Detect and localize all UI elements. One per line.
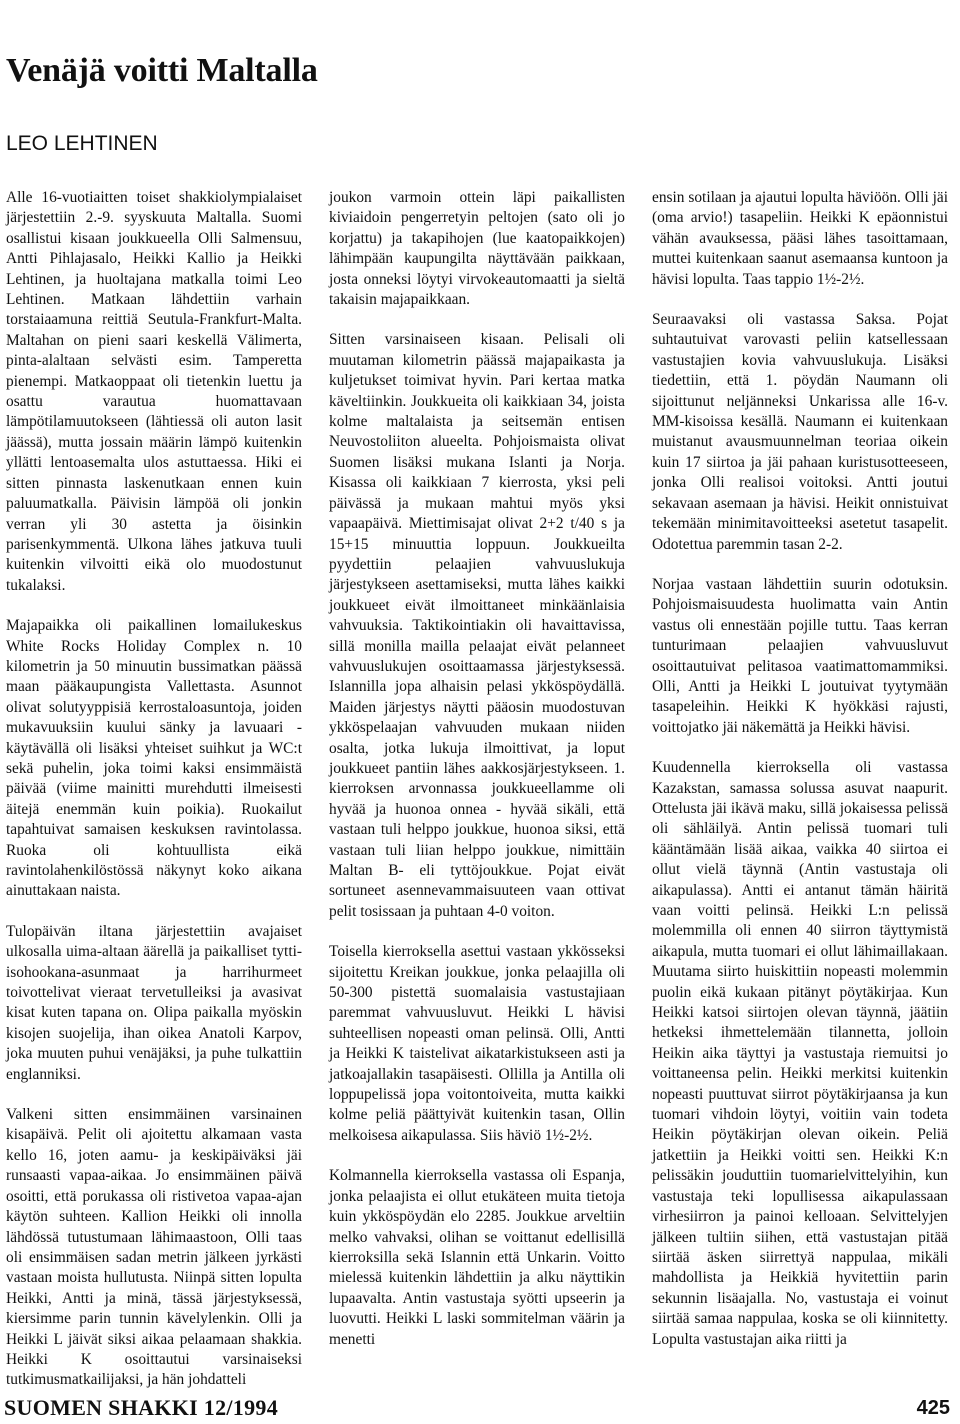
article-title: Venäjä voitti Maltalla	[6, 52, 318, 89]
paragraph: Seuraavaksi oli vastassa Saksa. Pojat suhtautuivat varovasti peliin katsellessaan vastustajien kovia vahvuuslukuja. Lisäksi tiedettiin, että 1. pöydän Naumann oli sijoittunut neljänneksi Unkarissa alle 16-v. MM-kisoissa kesällä. Naumann ei kuitenkaan muistanut avausmuunnelman teoriaa oikein kuin 17 siirtoa ja jäi pahaan kuristusotteeseen, jonka Olli realisoi voitoksi. Antti joutui sekavaan asemaan ja hävisi. Heikit onnistuivat tekemään minimitavoitteeksi asetetut tasapelit. Odotettua paremmin tasan 2-2.	[652, 311, 948, 553]
paragraph: Majapaikka oli paikallinen lomailukeskus White Rocks Holiday Complex n. 10 kilometrin ja 50 minuutin bussimatkan päässä maan pääkaupungista Vallettasta. Asunnot olivat solutyyppisiä kerrostaloasuntoja, joiden mukavuuksiin kuului sänky ja lavuaari - käytävällä oli lisäksi yhteiset suihkut ja WC:t sekä puhelin, joka toimi kaksi ensimmäistä päivää (viime mainitti murehdutti ilmeisesti äitejä enemmän kuin poikia). Ruokailut tapahtuivat samaisen keskuksen ravintolassa. Ruoka oli kohtuullista eikä ravintolahenkilöstössä näkynyt koko aikana ainuttakaan naista.	[6, 617, 302, 900]
article-column-2	[329, 188, 625, 1350]
paragraph: Kolmannella kierroksella vastassa oli Espanja, jonka pelaajista ei ollut etukäteen muita tietoja kuin ykköspöydän elo 2285. Joukkue arveltiin melko vahvaksi, olihan se voittanut edellisillä kierroksilla sekä Islannin että Unkarin. Voitto mielessä kuitenkin lähdettiin ja alku näyttikin lupaavalta. Antin vastustaja syötti upseerin ja luovutti. Heikki L laski sommitelman väärin ja menetti	[329, 1167, 625, 1348]
paragraph: ensin sotilaan ja ajautui lopulta häviöön. Olli jäi (oma arvio!) tasapeliin. Heikki K epäonnistui vähän avauksessa, pääsi lähes tasoittamaan, muttei kuitenkaan saanut asemaansa kuntoon ja hävisi lopulta. Taas tappio 1½-2½.	[652, 189, 948, 288]
author-byline: LEO LEHTINEN	[6, 132, 158, 155]
article-column-3	[652, 188, 948, 1350]
paragraph: Kuudennella kierroksella oli vastassa Kazakstan, samassa solussa asuvat naapurit. Ottelusta jäi ikävä maku, sillä jokaisessa pelissä oli sähläilyä. Antin pelissä tuomari tuli kääntämään lisää aikaa, vaikka 40 siirtoa ei ollut vielä täynnä (Antin vastustaja oli aikapulassa). Antti ei antanut tämän häiritä vaan voitti pelinsä. Heikki L:n pelissä molemmilla oli ennen 40 siirron täyttymistä aikapula, mutta tuomari ei ollut lähimaillakaan. Muutama siirto huiskittiin nopeasti molemmin puolin eikä kukaan pitänyt pöytäkirjaa. Kun Heikki katsoi siirtojen olevan täynnä, jäätiin hetkeksi ihmettelemään tilannetta, jolloin Heikin aika täyttyi ja vastustaja riemuitsi jo voittaneensa pelin. Heikki merkitsi kuitenkin nopeasti puuttuvat siirrot pöytäkirjaansa ja kun tuomari vihdoin löytyi, voitiin vain todeta Heikin pöytäkirjan olevan oikein. Peliä jatkettiin ja Heikki voitti sen. Heikki K:n pelissäkin jouduttiin tuomarielvittelyihin, kun vastustaja teki lopullisessa aikapulassaan virhesiirron ja painoi kelloaan. Selvittelyjen jälkeen tultiin siihen, että vastustajan pitää siirtää äsken siirrettyä nappulaa, mikäli mahdollista ja Heikkiä hyvitettiin parin sekunnin lisäajalla. No, vastustaja ei voinut siirtää samaa nappulaa, koska se oli kiinnitetty. Lopulta vastustajan aika riitti ja	[652, 759, 948, 1348]
article-column-1	[6, 188, 302, 1391]
magazine-footer: SUOMEN SHAKKI 12/1994	[4, 1395, 278, 1420]
page-number: 425	[916, 1397, 950, 1419]
paragraph: Sitten varsinaiseen kisaan. Pelisali oli muutaman kilometrin päässä majapaikasta ja kuljetukset toimivat hyvin. Pari kertaa matka käveltiinkin. Joukkueita oli kaikkiaan 34, joista kolme maltalaista ja seitsemän entisen Neuvostoliiton alueelta. Pohjoismaista olivat Suomen lisäksi mukana Islanti ja Norja. Kisassa oli kaikkiaan 7 kierrosta, yksi peli päivässä ja mukaan mahtui myös yksi vapaapäivä. Miettimisajat olivat 2+2 t/40 s ja 15+15 minuuttia loppuun. Joukkueilta pyydettiin pelaajien vahvuuslukuja järjestykseen asettamiseksi, mutta lähes kaikki joukkueet eivät ilmoittaneet minkäänlaisia vahvuuksia. Taktikointiakin oli havaittavissa, sillä monilla mailla pelaajat eivät pelanneet vahvuuslukujen osoittaamassa järjestyksessä. Islannilla jopa alhaisin pelasi ykköspöydällä. Maiden järjestys näytti pääosin muodostuvan ykköspelaajan vahvuuden mukaan niiden osalta, jotka lukuja ilmoittivat, ja loput joukkueet pantiin lähes aakkosjärjestykseen. 1. kierroksen arvonnassa joukkueellamme oli hyvää ja huonoa onnea - hyvää sikäli, että vastaan tuli helppo joukkue, huonoa siksi, että vastaan tuli liian helppo joukkue, nimittäin Maltan B- eli tyttöjoukkue. Pojat eivät sortuneet asennevammaisuuteen vaan ottivat pelit tosissaan ja puhtaan 4-0 voiton.	[329, 331, 625, 920]
paragraph: Valkeni sitten ensimmäinen varsinainen kisapäivä. Pelit oli ajoitettu alkamaan vasta kello 16, joten aamu- ja keskipäiväksi jäi runsaasti vapaa-aikaa. Jo ensimmäinen päivä osoitti, että porukassa oli ristivetoa vapaa-ajan käytön suhteen. Kallion Heikki oli innolla lähdössä tutustumaan lähimaastoon, Olli taas oli ensimmäisen sadan metrin jälkeen jyrkästi vastaan moista hullutusta. Niinpä sitten lopulta Heikki, Antti ja minä, tässä järjestyksessä, kiersimme parin tunnin kävelylenkin. Olli ja Heikki L jäivät siksi aikaa pelaamaan shakkia. Heikki K osoittautui varsinaiseksi tutkimusmatkailijaksi, ja hän johdatteli	[6, 1106, 302, 1389]
paragraph: Toisella kierroksella asettui vastaan ykkösseksi sijoitettu Kreikan joukkue, jonka pelaajilla oli 50-300 pistettä suomalaisia vastustajiaan paremmat vahvuusluvut. Heikki L hävisi suhteellisen nopeasti oman pelinsä. Olli, Antti ja Heikki K taistelivat aikatarkistukseen asti ja jatkoajallakin tasapäisesti. Ollilla ja Antilla oli loppupelissä jopa voitontoiveita, mutta kaikki kolme peliä päättyivät kuitenkin tasan, Ollin melkoisesa aikapulassa. Siis häviö 1½-2½.	[329, 943, 625, 1144]
paragraph: Norjaa vastaan lähdettiin suurin odotuksin. Pohjoismaisuudesta huolimatta vain Antin vastus oli ennestään pojille tuttu. Taas kerran tunturimaan pelaajien vahvuusluvut osoittautuivat pelitasoa vaatimattomammiksi. Olli, Antti ja Heikki L joutuivat tyytymään tasapeleihin. Heikki K hyökkäsi rajusti, voittojatko jäi näkemättä ja Heikki hävisi.	[652, 575, 948, 736]
paragraph: joukon varmoin ottein läpi paikallisten kiviaidoin pengerretyin peltojen (sato oli jo korjattu) ja takapihojen (lue kaatopaikkojen) lähimpään kaupungilta näyttävään paikkaan, josta onneksi löytyi virvokeautomaatti ja sieltä takaisin majapaikkaan.	[329, 189, 625, 309]
paragraph: Alle 16-vuotiaitten toiset shakkiolympialaiset järjestettiin 2.-9. syyskuuta Maltalla. Suomi osallistui kisaan joukkueella Olli Salmensuu, Antti Pihlajasalo, Heikki Kallio ja Heikki Lehtinen, ja huoltajana matkalla toimi Leo Lehtinen. Matkaan lähdettiin varhain torstaiaamuna reittiä Seutula-Frankfurt-Malta. Maltahan on pieni saari keskellä Välimerta, pinta-alaltaan selvästi esim. Tamperetta pienempi. Matkaoppaat oli tietenkin luettu ja osattu varautua huomattavaan lämpötilamuutokseen (lähtiessä oli auton lasit jäässä), mutta jossain määrin lämpö kuitenkin yllätti lentoasemalta ulos astuttaessa. Hiki ei sitten pinnasta laskenutkaan ennen kuin paluumatkalla. Päivisin lämpöä oli jonkin verran yli 30 astetta ja öisinkin parisenkymmentä. Ulkona lähes jatkuva tuuli kuitenkin vilvoitti eikä olo muodostunut tukalaksi.	[6, 189, 302, 594]
paragraph: Tulopäivän iltana järjestettiin avajaiset ulkosalla uima-altaan äärellä ja paikalliset tytti-isohookana-asunmaat ja harrihurmeet toivottelivat vieraat tervetulleiksi ja avasivat kisat kuten tapana on. Olipa paikalla myöskin kisojen suojelija, ihan oikea Anatoli Karpov, joka muuten puhui venäjäksi, ja puhe tulkattiin englanniksi.	[6, 922, 302, 1083]
